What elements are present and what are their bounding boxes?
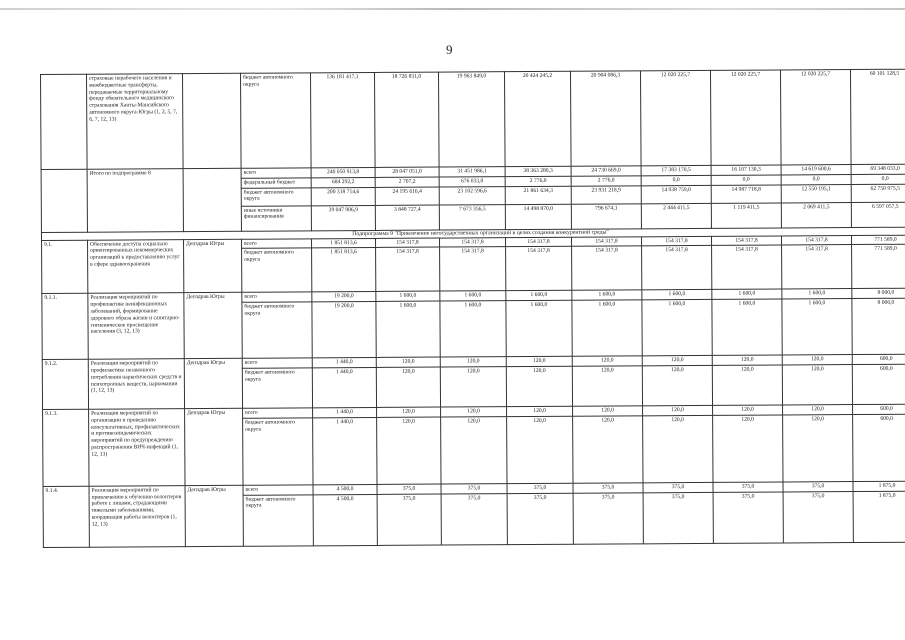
amount-cell: 0,0 <box>641 175 711 185</box>
amount-cell: 120,0 <box>712 355 782 365</box>
amount-cell: 676 033,0 <box>439 176 505 186</box>
funding-source: всего <box>242 238 312 248</box>
amount-cell: 375,0 <box>713 492 783 543</box>
amount-cell: 240 050 913,8 <box>311 167 375 177</box>
amount-cell: 120,0 <box>440 357 506 367</box>
funding-source: бюджет автономного округа <box>242 302 312 358</box>
amount-cell: 2 444 411,5 <box>641 203 711 228</box>
amount-cell: 23 931 218,9 <box>571 185 641 203</box>
amount-cell: 120,0 <box>376 367 440 407</box>
amount-cell: 120,0 <box>783 414 853 481</box>
amount-cell: 2 707,2 <box>375 177 439 187</box>
amount-cell: 17 383 170,5 <box>641 165 711 175</box>
amount-cell: 12 020 225,7 <box>640 70 711 165</box>
amount-cell: 1 600,0 <box>782 299 852 355</box>
amount-cell: 120,0 <box>712 365 782 405</box>
amount-cell: 1 600,0 <box>506 291 572 301</box>
amount-cell: 6 597 057,5 <box>851 202 905 227</box>
amount-cell: 3 848 727,4 <box>375 205 439 230</box>
amount-cell: 154 317,8 <box>376 247 440 291</box>
amount-cell: 60 101 128,5 <box>850 69 905 164</box>
amount-cell: 771 589,0 <box>852 245 905 289</box>
amount-cell: 1 851 813,6 <box>312 248 376 292</box>
amount-cell: 38 363 280,3 <box>505 166 571 176</box>
amount-cell: 120,0 <box>643 405 713 415</box>
amount-cell: 12 550 195,1 <box>781 184 851 202</box>
amount-cell: 1 440,0 <box>312 358 376 368</box>
amount-cell: 20 424 245,2 <box>504 71 571 166</box>
amount-cell: 2 776,0 <box>505 176 571 186</box>
amount-cell: 120,0 <box>376 357 440 367</box>
amount-cell: 1 600,0 <box>440 291 506 301</box>
amount-cell: 120,0 <box>572 356 642 366</box>
amount-cell: 2 776,0 <box>571 176 641 186</box>
amount-cell: 120,0 <box>713 415 783 482</box>
scan-artifact-line <box>0 8 905 10</box>
amount-cell: 12 020 225,7 <box>710 70 781 165</box>
row-name: Реализация мероприятий по профилактике неинфекционных заболеваний, формирование здорового образа жизни и санитарно-гигиеническое просвещение населения (3, 12, 13) <box>88 293 184 359</box>
amount-cell: 154 317,8 <box>572 246 642 290</box>
amount-cell: 200 318 714,6 <box>311 187 375 205</box>
amount-cell: 375,0 <box>643 482 713 492</box>
amount-cell: 154 317,8 <box>712 245 782 289</box>
row-id: 9.1.3. <box>43 409 89 486</box>
amount-cell: 375,0 <box>441 493 507 544</box>
amount-cell: 31 451 986,1 <box>439 167 505 177</box>
row-id: 9.1.2. <box>42 359 88 409</box>
row-executor <box>183 73 242 168</box>
subprogram-title: Подпрограмма 9 "Привлечение негосударственных организаций в целях создания конкурентной среды" <box>41 227 905 240</box>
amount-cell: 1 851 813,6 <box>312 238 376 248</box>
funding-source: всего <box>241 168 311 178</box>
table-body <box>41 69 905 547</box>
amount-cell: 23 102 596,6 <box>439 186 505 204</box>
amount-cell: 1 600,0 <box>782 289 852 299</box>
amount-cell: 120,0 <box>713 405 783 415</box>
amount-cell: 600,0 <box>852 364 905 404</box>
amount-cell: 375,0 <box>573 483 643 493</box>
row-name: Итого по подпрограмме 8 <box>87 169 183 232</box>
amount-cell: 4 500,0 <box>313 484 377 494</box>
amount-cell: 120,0 <box>572 366 642 406</box>
amount-cell: 0,0 <box>781 174 851 184</box>
amount-cell: 8 000,0 <box>852 289 905 299</box>
row-executor: Депздрав Югры <box>185 408 243 485</box>
amount-cell: 136 181 417,1 <box>310 72 375 167</box>
amount-cell: 154 317,8 <box>782 235 852 245</box>
funding-source: бюджет автономного округа <box>243 494 313 545</box>
amount-cell: 120,0 <box>377 417 441 484</box>
row-id: 9.1. <box>42 240 88 294</box>
funding-source: бюджет автономного округа <box>243 418 313 485</box>
amount-cell: 771 589,0 <box>851 235 905 245</box>
amount-cell: 1 600,0 <box>440 301 506 357</box>
row-executor <box>183 168 241 231</box>
row-id <box>41 74 88 169</box>
budget-table <box>40 69 905 548</box>
amount-cell: 1 440,0 <box>313 407 377 417</box>
amount-cell: 120,0 <box>377 407 441 417</box>
funding-source: всего <box>243 408 313 418</box>
amount-cell: 120,0 <box>642 365 712 405</box>
funding-source: бюджет автономного округа <box>241 187 311 205</box>
amount-cell: 19 200,0 <box>312 302 376 358</box>
page-number: 9 <box>446 42 453 57</box>
amount-cell: 154 317,8 <box>642 236 712 246</box>
amount-cell: 600,0 <box>852 354 905 364</box>
amount-cell: 1 600,0 <box>712 289 782 299</box>
amount-cell: 154 317,8 <box>782 245 852 289</box>
amount-cell: 0,0 <box>851 174 905 184</box>
amount-cell: 120,0 <box>643 415 713 482</box>
amount-cell: 14 619 600,6 <box>781 165 851 175</box>
funding-source: всего <box>242 358 312 368</box>
amount-cell: 600,0 <box>853 414 905 481</box>
funding-source: федеральный бюджет <box>241 178 311 188</box>
funding-source: иные источники финансирования <box>241 205 311 230</box>
amount-cell: 19 200,0 <box>312 292 376 302</box>
amount-cell: 375,0 <box>377 494 441 545</box>
amount-cell: 375,0 <box>783 491 853 542</box>
funding-source: бюджет автономного округа <box>240 73 311 168</box>
amount-cell: 1 600,0 <box>376 291 440 301</box>
amount-cell: 1 600,0 <box>376 301 440 357</box>
amount-cell: 1 600,0 <box>642 300 712 356</box>
amount-cell: 1 440,0 <box>313 417 377 484</box>
amount-cell: 375,0 <box>441 483 507 493</box>
amount-cell: 14 498 870,0 <box>505 204 571 229</box>
amount-cell: 796 674,1 <box>571 203 641 228</box>
amount-cell: 120,0 <box>507 416 573 483</box>
amount-cell: 154 317,8 <box>642 246 712 290</box>
amount-cell: 120,0 <box>506 356 572 366</box>
amount-cell: 16 107 130,3 <box>711 165 781 175</box>
amount-cell: 20 904 086,3 <box>570 71 641 166</box>
amount-cell: 7 673 356,5 <box>439 204 505 229</box>
amount-cell: 1 600,0 <box>572 290 642 300</box>
amount-cell: 154 317,8 <box>376 238 440 248</box>
amount-cell: 1 119 411,5 <box>711 203 781 228</box>
amount-cell: 19 963 849,0 <box>438 72 505 167</box>
row-executor: Депздрав Югры <box>184 293 242 359</box>
amount-cell: 21 861 634,3 <box>505 186 571 204</box>
amount-cell: 1 600,0 <box>712 299 782 355</box>
amount-cell: 375,0 <box>643 492 713 543</box>
amount-cell: 154 317,8 <box>506 247 572 291</box>
amount-cell: 375,0 <box>377 484 441 494</box>
amount-cell: 18 726 831,0 <box>374 72 439 167</box>
amount-cell: 154 317,8 <box>572 236 642 246</box>
amount-cell: 375,0 <box>783 481 853 491</box>
amount-cell: 120,0 <box>440 367 506 407</box>
amount-cell: 8 000,0 <box>852 298 905 354</box>
amount-cell: 69 348 033,0 <box>851 164 905 174</box>
amount-cell: 120,0 <box>642 356 712 366</box>
row-executor: Депздрав Югры <box>185 485 243 546</box>
amount-cell: 120,0 <box>783 405 853 415</box>
amount-cell: 1 440,0 <box>312 367 376 407</box>
amount-cell: 120,0 <box>782 355 852 365</box>
row-executor: Депздрав Югры <box>184 239 242 293</box>
funding-source: всего <box>243 485 313 495</box>
amount-cell: 24 730 669,0 <box>571 166 641 176</box>
amount-cell: 120,0 <box>506 366 572 406</box>
amount-cell: 375,0 <box>507 483 573 493</box>
amount-cell: 154 317,8 <box>440 237 506 247</box>
table-row <box>41 69 905 169</box>
amount-cell: 154 317,8 <box>712 236 782 246</box>
amount-cell: 600,0 <box>853 404 905 414</box>
amount-cell: 684 292,2 <box>311 177 375 187</box>
amount-cell: 2 069 411,5 <box>781 202 851 227</box>
amount-cell: 120,0 <box>507 406 573 416</box>
amount-cell: 28 047 051,0 <box>375 167 439 177</box>
amount-cell: 120,0 <box>782 365 852 405</box>
row-name: страховые нерабочего населения и межбюджетные трансферты, передаваемые территориальному фонду обязательного медицинского страхования Ханты-Мансийского автономного округа-Югры (1, 2, 5, 7, 6, 7, 12, 13) <box>87 74 184 170</box>
row-name: Реализация мероприятий по профилактике незаконного потребления наркотических средств и психотропных веществ, наркомании (1, 12, 13) <box>88 359 184 409</box>
amount-cell: 375,0 <box>713 482 783 492</box>
funding-source: всего <box>242 292 312 302</box>
amount-cell: 375,0 <box>507 493 573 544</box>
amount-cell: 24 195 616,4 <box>375 187 439 205</box>
row-name: Реализация мероприятий по организации и проведению консультативных, профилактических и противоэпидемических мероприятий по предупреждению распространения ВИЧ-инфекций (1, 12, 13) <box>89 409 185 486</box>
amount-cell: 154 317,8 <box>440 247 506 291</box>
row-executor: Депздрав Югры <box>184 358 242 408</box>
amount-cell: 1 600,0 <box>642 290 712 300</box>
row-id: 9.1.1. <box>42 294 88 360</box>
amount-cell: 14 938 759,0 <box>641 185 711 203</box>
row-id <box>41 169 87 232</box>
amount-cell: 120,0 <box>573 416 643 483</box>
amount-cell: 62 750 975,5 <box>851 184 905 202</box>
amount-cell: 154 317,8 <box>506 237 572 247</box>
amount-cell: 4 500,0 <box>313 494 377 545</box>
amount-cell: 14 987 718,8 <box>711 185 781 203</box>
amount-cell: 120,0 <box>573 406 643 416</box>
row-name: Обеспечение доступа социально ориентированных некоммерческих организаций к предоставлению услуг в сфере здравоохранения <box>88 239 184 293</box>
amount-cell: 39 047 906,9 <box>311 205 375 230</box>
amount-cell: 1 875,0 <box>853 481 905 491</box>
budget-table-sheet <box>40 69 900 582</box>
amount-cell: 375,0 <box>573 492 643 543</box>
row-name: Реализация мероприятий по привлечению к обучению волонтеров работе с лицами, страдающими тяжелыми заболеваниями, координация работы волонтеров (1, 12, 13) <box>89 485 185 546</box>
amount-cell: 1 875,0 <box>853 491 905 542</box>
funding-source: бюджет автономного округа <box>242 368 312 408</box>
amount-cell: 1 600,0 <box>506 300 572 356</box>
row-id: 9.1.4. <box>43 486 89 547</box>
amount-cell: 0,0 <box>711 175 781 185</box>
amount-cell: 12 020 225,7 <box>780 70 851 165</box>
amount-cell: 1 600,0 <box>572 300 642 356</box>
amount-cell: 120,0 <box>441 416 507 483</box>
amount-cell: 120,0 <box>441 407 507 417</box>
funding-source: бюджет автономного округа <box>242 248 312 292</box>
